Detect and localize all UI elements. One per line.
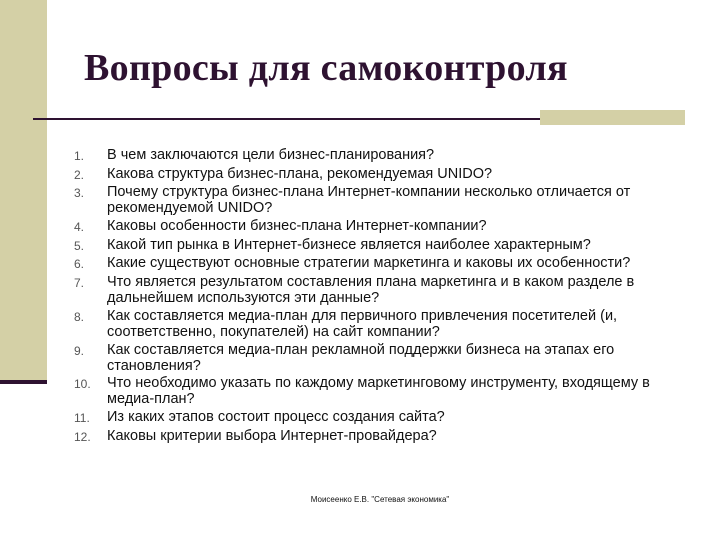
item-text: Почему структура бизнес-плана Интернет-компании несколько отличается от рекомендуемой UNIDO? <box>107 184 631 217</box>
item-text: Какой тип рынка в Интернет-бизнесе является наиболее характерным? <box>107 236 591 253</box>
item-number: 6. <box>74 257 85 272</box>
item-number: 4. <box>74 220 85 235</box>
item-text: Каковы особенности бизнес-плана Интернет-компании? <box>107 218 487 235</box>
item-text: Какова структура бизнес-плана, рекомендуемая UNIDO? <box>107 165 493 182</box>
item-text: В чем заключаются цели бизнес-планирования? <box>107 147 435 163</box>
list-item <box>74 342 674 374</box>
list-item <box>74 375 674 407</box>
list-item <box>74 409 674 426</box>
side-accent-bar <box>0 0 47 383</box>
list-item <box>74 308 674 340</box>
list-item <box>74 166 674 183</box>
slide-title: Вопросы для самоконтроля <box>84 47 568 89</box>
item-number: 11. <box>74 410 90 425</box>
item-number: 12. <box>74 429 91 444</box>
item-text: Как составляется медиа-план для первичного привлечения посетителей (и, соответственно, покупателей) на сайт компании? <box>107 307 618 340</box>
item-text: Какие существуют основные стратегии маркетинга и каковы их особенности? <box>107 255 631 272</box>
item-number: 8. <box>74 309 85 324</box>
item-text: Что является результатом составления плана маркетинга и в каком разделе в дальнейшем используются эти данные? <box>107 274 635 307</box>
list-item <box>74 428 674 445</box>
item-number: 3. <box>74 186 85 201</box>
item-number: 5. <box>74 238 85 253</box>
list-item <box>74 274 674 306</box>
list-item <box>74 237 674 254</box>
item-number: 2. <box>74 167 85 182</box>
list-item <box>74 218 674 235</box>
item-number: 10. <box>74 377 91 392</box>
item-text: Как составляется медиа-план рекламной поддержки бизнеса на этапах его становления? <box>107 341 615 374</box>
list-item <box>74 255 674 272</box>
question-list <box>74 147 674 446</box>
item-number: 9. <box>74 343 85 358</box>
divider-accent-block <box>540 110 685 125</box>
list-item <box>74 147 674 164</box>
item-number: 7. <box>74 276 85 291</box>
list-item <box>74 184 674 216</box>
item-text: Что необходимо указать по каждому маркетинговому инструменту, входящему в медиа-план? <box>107 375 650 408</box>
item-text: Из каких этапов состоит процесс создания сайта? <box>107 408 445 425</box>
side-accent-line <box>0 380 47 384</box>
footer-credit: Моисеенко Е.В. "Сетевая экономика" <box>310 495 450 504</box>
item-number: 1. <box>74 149 85 163</box>
item-text: Каковы критерии выбора Интернет-провайдера? <box>107 427 437 444</box>
